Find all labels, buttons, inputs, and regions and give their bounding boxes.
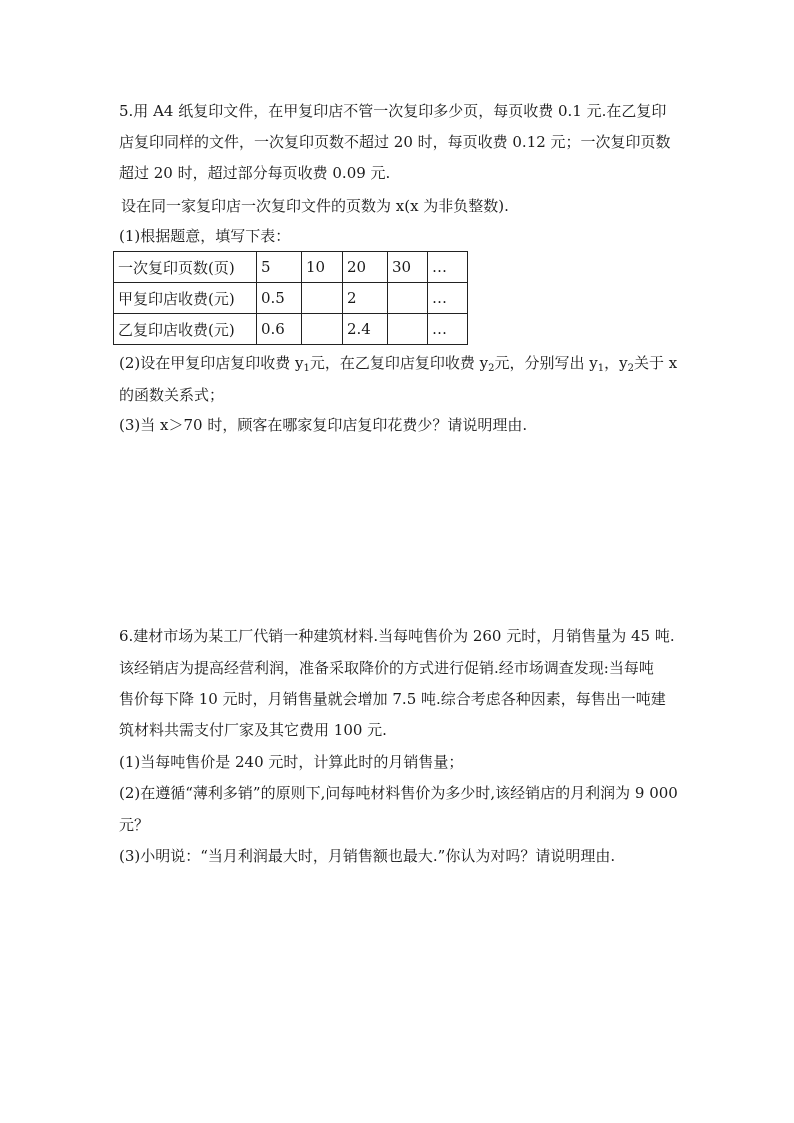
table-cell bbox=[302, 283, 343, 314]
q6-part-3: (3)小明说：“当月利润最大时，月销售额也最大.”你认为对吗？请说明理由. bbox=[119, 847, 616, 865]
subscript: 1 bbox=[303, 363, 310, 374]
q5-part-1: (1)根据题意，填写下表： bbox=[119, 227, 291, 245]
table-cell bbox=[302, 314, 343, 345]
q6-line-3: 售价每下降 10 元时，月销售量就会增加 7.5 吨.综合考虑各种因素，每售出一吨建 bbox=[119, 690, 666, 708]
table-row bbox=[114, 314, 468, 345]
table-cell: 0.6 bbox=[257, 314, 302, 345]
text-run: 元，分别写出 y bbox=[494, 354, 598, 372]
table-cell: … bbox=[428, 283, 468, 314]
table-cell: … bbox=[428, 314, 468, 345]
q6-line-4: 筑材料共需支付厂家及其它费用 100 元. bbox=[119, 721, 387, 739]
table-cell: 0.5 bbox=[257, 283, 302, 314]
subscript: 2 bbox=[627, 363, 634, 374]
table-cell: 一次复印页数(页) bbox=[114, 252, 257, 283]
table-row bbox=[114, 252, 468, 283]
table-cell: 5 bbox=[257, 252, 302, 283]
q6-part-2: (2)在遵循“薄利多销”的原则下,问每吨材料售价为多少时,该经销店的月利润为 9 000 bbox=[119, 784, 678, 802]
table-cell: 10 bbox=[302, 252, 343, 283]
text-run: (2)设在甲复印店复印收费 y bbox=[119, 354, 304, 372]
table-cell bbox=[388, 283, 428, 314]
q5-part-2-cont: 的函数关系式； bbox=[119, 386, 225, 404]
table-cell: 20 bbox=[343, 252, 388, 283]
q5-part-3: (3)当 x＞70 时，顾客在哪家复印店复印花费少？请说明理由. bbox=[119, 416, 528, 434]
table-cell: 乙复印店收费(元) bbox=[114, 314, 257, 345]
q5-line-1: 5.用 A4 纸复印文件，在甲复印店不管一次复印多少页，每页收费 0.1 元.在乙复印 bbox=[119, 102, 667, 120]
text-run: ，y bbox=[604, 354, 628, 372]
table-cell: … bbox=[428, 252, 468, 283]
table-cell: 30 bbox=[388, 252, 428, 283]
q5-part-2 bbox=[119, 353, 677, 373]
subscript: 2 bbox=[488, 363, 495, 374]
subscript: 1 bbox=[597, 363, 605, 374]
table-cell: 甲复印店收费(元) bbox=[114, 283, 257, 314]
q6-line-1: 6.建材市场为某工厂代销一种建筑材料.当每吨售价为 260 元时，月销售量为 45 吨. bbox=[119, 627, 675, 645]
table-cell bbox=[388, 314, 428, 345]
table-cell: 2 bbox=[343, 283, 388, 314]
q6-part-1: (1)当每吨售价是 240 元时，计算此时的月销售量； bbox=[119, 753, 464, 771]
q6-part-2-cont: 元？ bbox=[119, 816, 150, 834]
fee-table bbox=[113, 251, 468, 345]
table-cell: 2.4 bbox=[343, 314, 388, 345]
text-run: 元，在乙复印店复印收费 y bbox=[309, 354, 489, 372]
q6-line-2: 该经销店为提高经营利润，准备采取降价的方式进行促销.经市场调查发现:当每吨 bbox=[119, 659, 654, 677]
q5-line-4: 设在同一家复印店一次复印文件的页数为 x(x 为非负整数). bbox=[121, 197, 509, 215]
text-run: 关于 x bbox=[633, 354, 678, 372]
q5-line-3: 超过 20 时，超过部分每页收费 0.09 元. bbox=[119, 164, 391, 182]
q5-line-2: 店复印同样的文件，一次复印页数不超过 20 时，每页收费 0.12 元；一次复印页数 bbox=[119, 133, 671, 151]
table-row bbox=[114, 283, 468, 314]
